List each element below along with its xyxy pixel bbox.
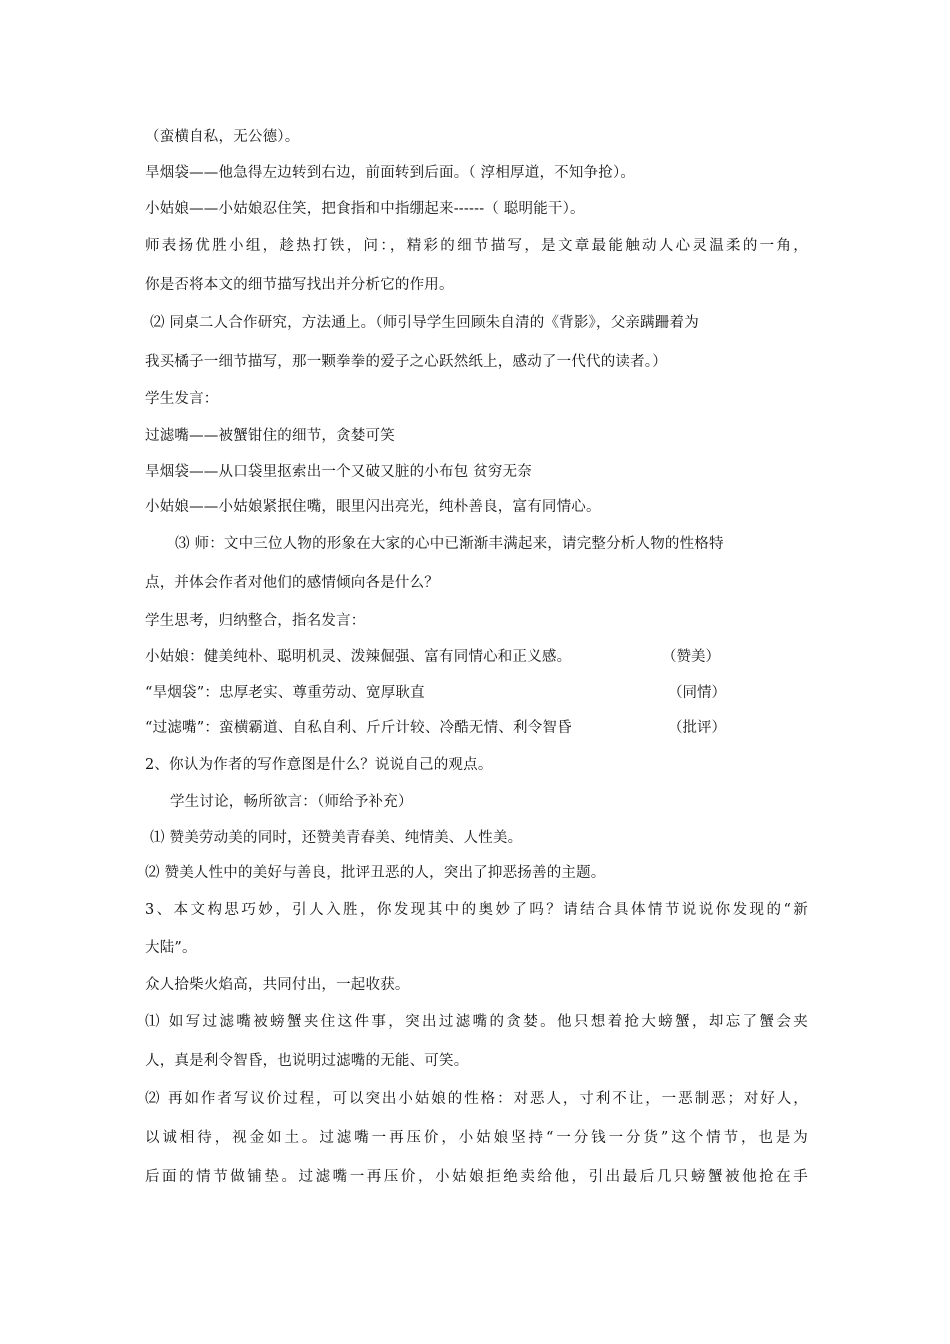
criticism-tag: （批评） [668,720,726,736]
text-line: ⑴ 如写过滤嘴被螃蟹夹住这件事，突出过滤嘴的贪婪。他只想着抢大螃蟹，却忘了蟹会夹 [145,1014,808,1030]
text-line: 你是否将本文的细节描写找出并分析它的作用。 [145,277,454,293]
text-line: 我买橘子一细节描写，那一颗拳拳的爱子之心跃然纸上，感动了一代代的读者。） [145,354,667,370]
sympathy-tag: （同情） [668,685,726,701]
text-line: ⑵ 赞美人性中的美好与善良，批评丑恶的人，突出了抑恶扬善的主题。 [145,865,606,881]
text-line: 小姑娘——小姑娘忍住笑，把食指和中指绷起来------（ 聪明能干）。 [145,201,585,217]
text-line: 学生讨论，畅所欲言：（师给予补充） [170,794,413,810]
text-line: ⑵ 再如作者写议价过程，可以突出小姑娘的性格：对恶人，寸利不让，一恶制恶；对好人， [145,1091,808,1107]
text-line: 大陆”。 [145,940,197,956]
text-line: 旱烟袋——他急得左边转到右边，前面转到后面。（ 淳相厚道，不知争抢）。 [145,165,636,181]
text-line: 过滤嘴——被蟹钳住的细节，贪婪可笑 [145,428,395,444]
text-line: 师表扬优胜小组，趁热打铁，问：，精彩的细节描写，是文章最能触动人心灵温柔的一角， [145,238,808,254]
text-line: 学生思考，归纳整合，指名发言： [145,613,366,629]
praise-tag: （赞美） [662,649,720,665]
text-line: ⑶ 师：文中三位人物的形象在大家的心中已渐渐丰满起来，请完整分析人物的性格特 [175,536,724,552]
text-line: 以诚相待，视金如土。过滤嘴一再压价，小姑娘坚持“一分钱一分货”这个情节，也是为 [145,1130,808,1146]
text-line: ⑴ 赞美劳动美的同时，还赞美青春美、纯情美、人性美。 [150,830,523,846]
text-line: “过滤嘴”：蛮横霸道、自私自利、斤斤计较、冷酷无情、利令智昏 [145,720,572,736]
text-line: 3、本文构思巧妙，引人入胜，你发现其中的奥妙了吗？请结合具体情节说说你发现的“新 [145,902,808,918]
text-line: 学生发言： [145,391,219,407]
text-line: 小姑娘：健美纯朴、聪明机灵、泼辣倔强、富有同情心和正义感。 [145,649,572,665]
text-line: 小姑娘——小姑娘紧抿住嘴，眼里闪出亮光，纯朴善良，富有同情心。 [145,499,601,515]
text-line: （蛮横自私，无公德）。 [145,129,300,145]
text-line: “旱烟袋”：忠厚老实、尊重劳动、宽厚耿直 [145,685,425,701]
text-line: 旱烟袋——从口袋里抠索出一个又破又脏的小布包 贫穷无奈 [145,464,533,480]
text-line: 点，并体会作者对他们的感情倾向各是什么？ [145,575,439,591]
text-line: ⑵ 同桌二人合作研究，方法通上。（师引导学生回顾朱自清的《背影》，父亲蹒跚着为 [150,315,699,331]
text-line: 2、你认为作者的写作意图是什么？说说自己的观点。 [145,757,493,773]
text-line: 后面的情节做铺垫。过滤嘴一再压价，小姑娘拒绝卖给他，引出最后几只螃蟹被他抢在手 [145,1169,808,1185]
text-line: 人，真是利令智昏，也说明过滤嘴的无能、可笑。 [145,1053,469,1069]
text-line: 众人拾柴火焰高，共同付出，一起收获。 [145,977,410,993]
